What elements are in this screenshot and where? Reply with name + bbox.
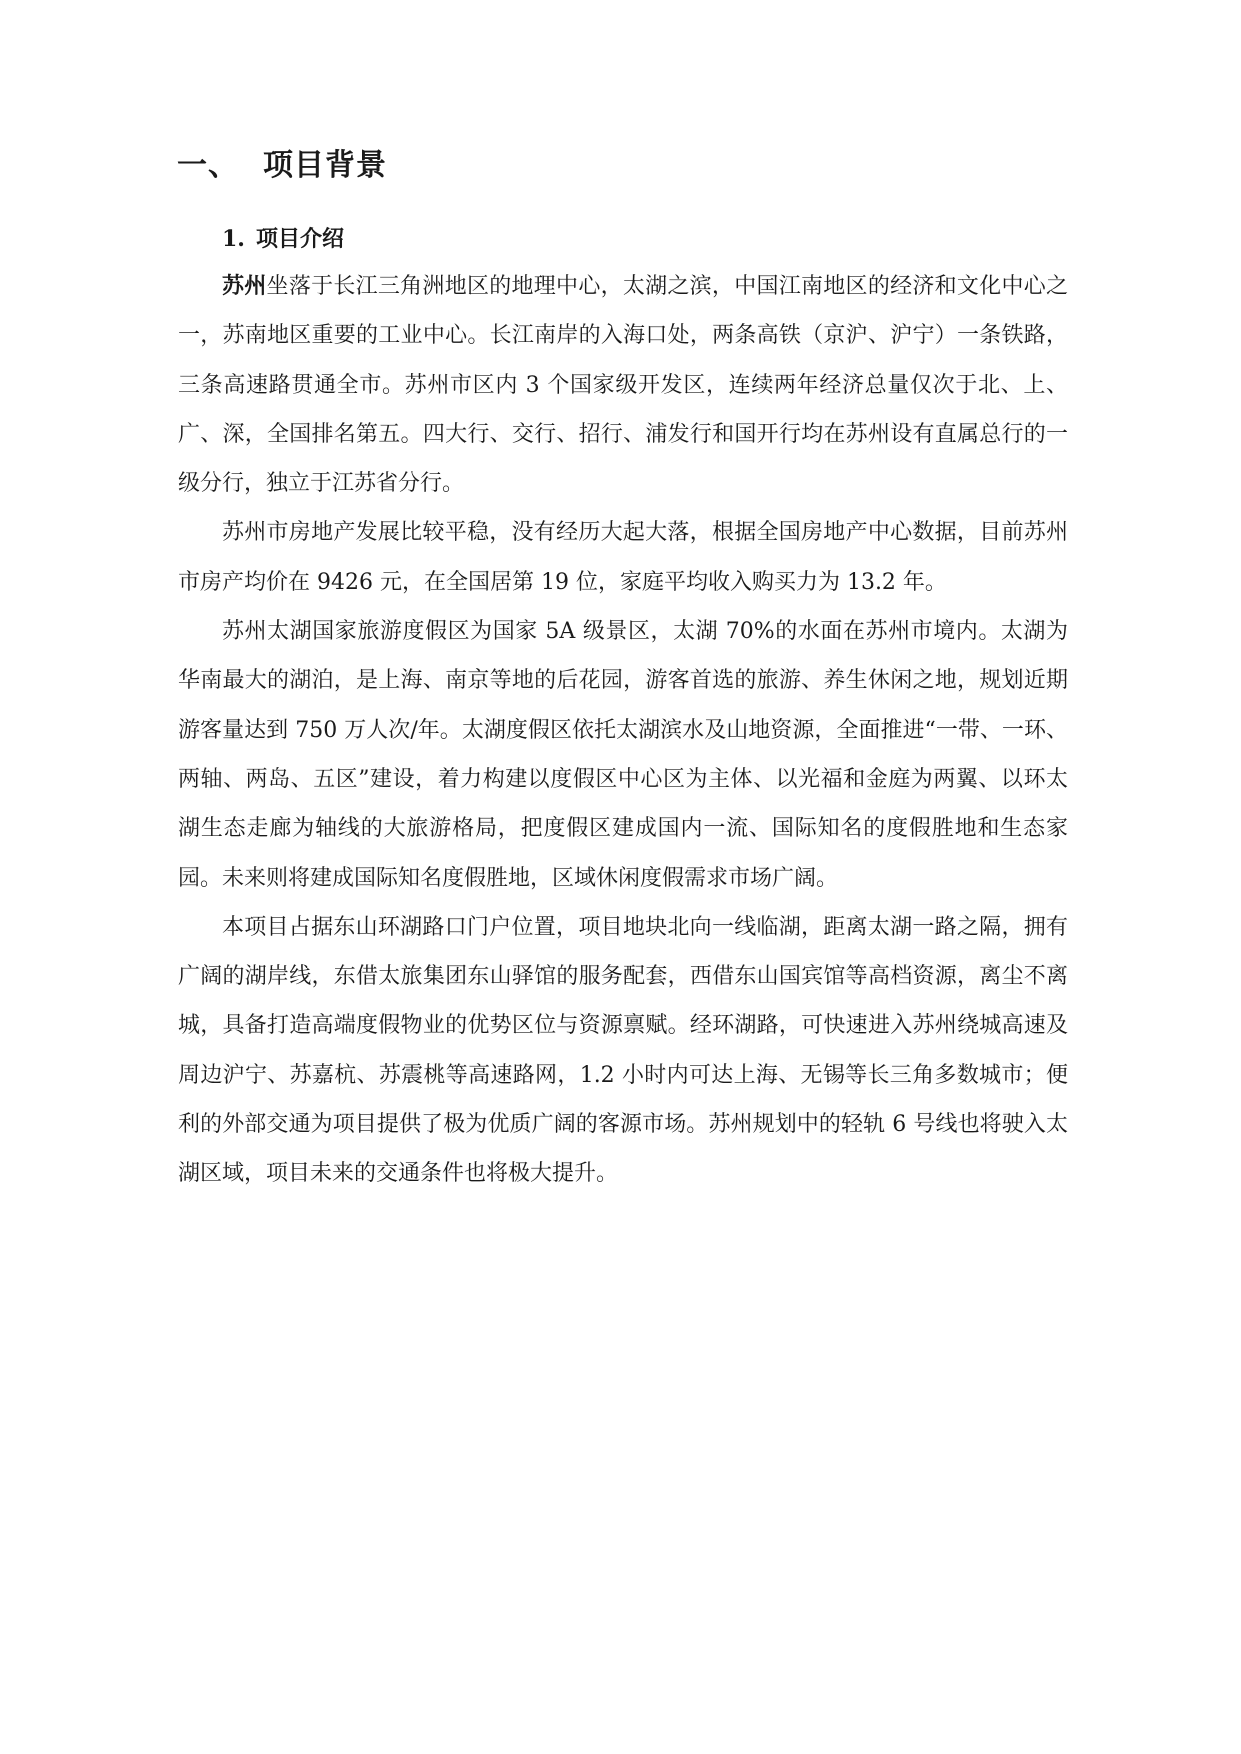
section-number: 一、 xyxy=(177,148,239,183)
paragraph-1-text: 坐落于长江三角洲地区的地理中心，太湖之滨，中国江南地区的经济和文化中心之一，苏南地区重要的工业中心。长江南岸的入海口处，两条高铁（京沪、沪宁）一条铁路，三条高速路贯通全市。苏州市区内 3 个国家级开发区，连续两年经济总量仅次于北、上、广、深，全国排名第五。四大行、交行、招行、浦发行和国开行均在苏州设有直属总行的一级分行，独立于江苏省分行。 xyxy=(178,274,1068,497)
paragraph-3: 苏州太湖国家旅游度假区为国家 5A 级景区，太湖 70%的水面在苏州市境内。太湖为华南最大的湖泊，是上海、南京等地的后花园，游客首选的旅游、养生休闲之地，规划近期游客量达到 750 万人次/年。太湖度假区依托太湖滨水及山地资源，全面推进“一带、一环、两轴、两岛、五区”建设，着力构建以度假区中心区为主体、以光福和金庭为两翼、以环太湖生态走廊为轴线的大旅游格局，把度假区建成国内一流、国际知名的度假胜地和生态家园。未来则将建成国际知名度假胜地，区域休闲度假需求市场广阔。 xyxy=(178,619,1068,891)
paragraph-4: 本项目占据东山环湖路口门户位置，项目地块北向一线临湖，距离太湖一路之隔，拥有广阔的湖岸线，东借太旅集团东山驿馆的服务配套，西借东山国宾馆等高档资源，离尘不离城，具备打造高端度假物业的优势区位与资源禀赋。经环湖路，可快速进入苏州绕城高速及周边沪宁、苏嘉杭、苏震桃等高速路网，1.2 小时内可达上海、无锡等长三角多数城市；便利的外部交通为项目提供了极为优质广阔的客源市场。苏州规划中的轻轨 6 号线也将驶入太湖区域，项目未来的交通条件也将极大提升。 xyxy=(178,914,1068,1187)
section-title: 项目背景 xyxy=(263,148,387,183)
subsection-number: 1. xyxy=(222,226,245,252)
paragraph-2: 苏州市房地产发展比较平稳，没有经历大起大落，根据全国房地产中心数据，目前苏州市房产均价在 9426 元，在全国居第 19 位，家庭平均收入购买力为 13.2 年。 xyxy=(178,520,1068,595)
subsection-heading xyxy=(222,222,344,253)
paragraph-1 xyxy=(178,262,1068,508)
paragraph-1-lead: 苏州 xyxy=(222,273,267,299)
subsection-title: 项目介绍 xyxy=(256,226,345,252)
section-heading xyxy=(177,140,387,184)
body-text xyxy=(178,262,1068,1199)
